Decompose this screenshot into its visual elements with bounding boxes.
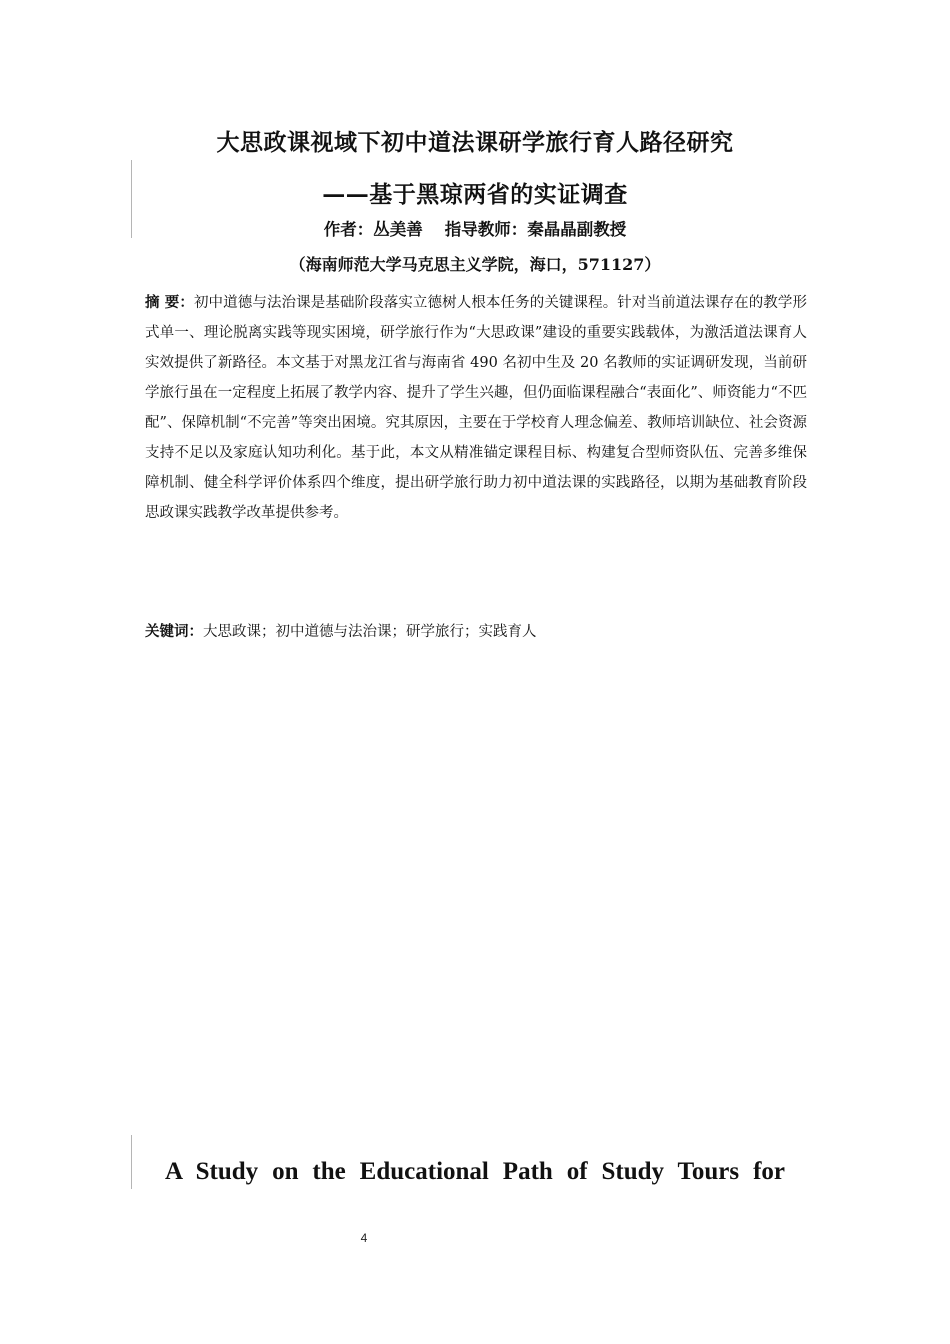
byline bbox=[0, 216, 950, 240]
abstract-text: 初中道德与法治课是基础阶段落实立德树人根本任务的关键课程。针对当前道法课存在的教学形式单一、理论脱离实践等现实困境，研学旅行作为“大思政课”建设的重要实践载体，为激活道法课育人实效提供了新路径。本文基于对黑龙江省与海南省 490 名初中生及 20 名教师的实证调研发现，当前研学旅行虽在一定程度上拓展了教学内容、提升了学生兴趣，但仍面临课程融合“表面化”、师资能力“不匹配”、保障机制“不完善”等突出困境。究其原因，主要在于学校育人理念偏差、教师培训缺位、社会资源支持不足以及家庭认知功利化。基于此，本文从精准锚定课程目标、构建复合型师资队伍、完善多维保障机制、健全科学评价体系四个维度，提出研学旅行助力初中道法课的实践路径，以期为基础教育阶段思政课实践教学改革提供参考。 bbox=[145, 295, 807, 521]
abstract-label: 摘 要： bbox=[145, 294, 194, 311]
page-number: 4 bbox=[360, 1231, 368, 1245]
keywords bbox=[145, 619, 807, 645]
paper-subtitle: ——基于黑琼两省的实证调查 bbox=[322, 181, 628, 208]
author-line: 作者：丛美善 bbox=[323, 220, 423, 239]
advisor-line: 指导教师：秦晶晶副教授 bbox=[444, 220, 627, 239]
abstract bbox=[145, 288, 807, 528]
keywords-text: 大思政课；初中道德与法治课；研学旅行；实践育人 bbox=[203, 624, 537, 640]
english-title: A Study on the Educational Path of Study Tours for bbox=[165, 1158, 785, 1185]
keywords-label: 关键词： bbox=[145, 623, 203, 640]
margin-marker-bottom bbox=[131, 1135, 132, 1189]
affiliation: （海南师范大学马克思主义学院，海口，571127） bbox=[289, 255, 661, 274]
paper-title: 大思政课视域下初中道法课研学旅行育人路径研究 bbox=[216, 129, 734, 156]
